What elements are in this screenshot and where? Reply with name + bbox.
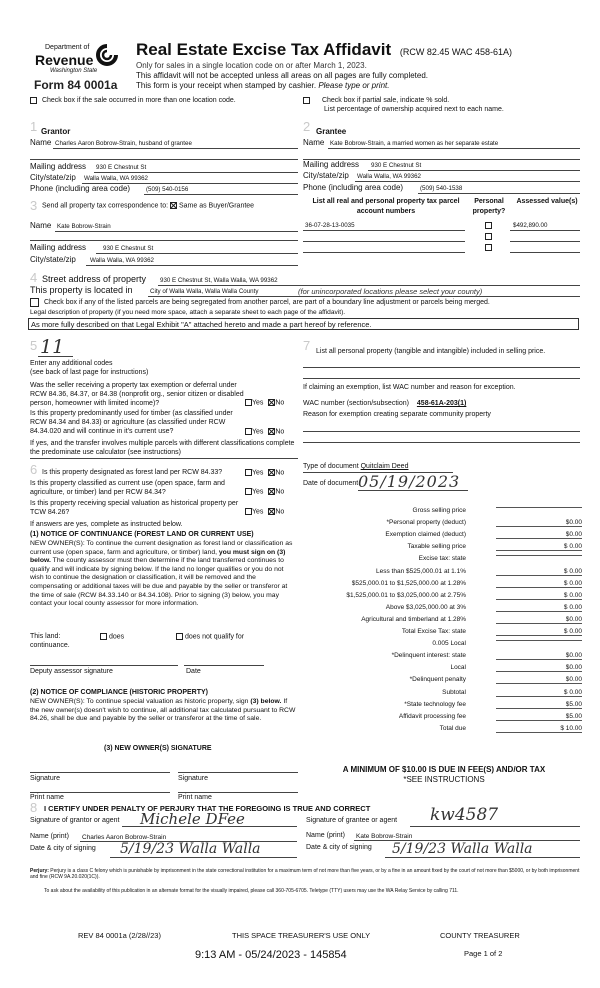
doc-type-value[interactable]: Quitclaim Deed	[360, 463, 409, 470]
owner-sig1-line	[30, 772, 170, 773]
dept-line1: Department of	[45, 44, 90, 51]
fee-label: Above $3,025,000.00 at 3%	[385, 603, 466, 611]
perjury-text: Perjury is a class C felony which is punishable by imprisonment in the state correctional institution for a maximum term of not more than five years, or by a fine in an amount fixed by the court of not more than $5000, or by both imprisonment and fine (RCW 9A.20.020(1C)).	[30, 868, 580, 881]
header-line3b-text: Please type or print.	[318, 81, 390, 90]
grantor-mailing[interactable]: 930 E Chestnut St	[96, 164, 147, 171]
fee-label: *State technology fee	[404, 700, 466, 708]
fee-value[interactable]: $0.00	[496, 664, 582, 672]
assessed-row-2-line	[510, 241, 580, 242]
section3-city-label: City/state/zip	[30, 255, 76, 264]
fee-value[interactable]: $0.00	[496, 652, 582, 660]
deputy-date-label: Date	[186, 668, 201, 675]
fee-row	[300, 725, 582, 736]
section6-q2-no-checkbox[interactable]	[268, 488, 275, 495]
section5-q1: Was the seller receiving a property tax exemption or deferral under RCW 84.36, 84.37, or 84.38 (nonprofit org., senior citizen or disabled person, homeowner with limited income)?	[30, 382, 244, 407]
section7-number: 7	[303, 338, 311, 353]
doc-type-label: Type of document	[303, 463, 359, 470]
dor-logo	[30, 40, 118, 96]
fee-row	[300, 652, 582, 663]
fee-value[interactable]: $ 0.00	[496, 689, 582, 697]
receipt-stamp: 9:13 AM - 05/24/2023 - 145854	[195, 949, 347, 961]
fee-value[interactable]	[496, 555, 582, 556]
owner-print2-line	[178, 792, 298, 793]
reason-row	[303, 411, 491, 418]
grantor-date-city[interactable]: 5/19/23 Walla Walla	[120, 841, 261, 857]
fee-value[interactable]: $0.00	[496, 531, 582, 539]
section6-number: 6	[30, 462, 38, 477]
minimum-line2: *SEE INSTRUCTIONS	[403, 775, 485, 784]
grantee-date-label: Date & city of signing	[306, 844, 372, 851]
section5-q2-yes: Yes	[252, 428, 264, 436]
fee-value[interactable]: $ 0.00	[496, 628, 582, 636]
grantee-city[interactable]: Walla Walla, WA 99362	[357, 173, 421, 180]
fee-row	[300, 507, 582, 518]
fee-label: *Delinquent interest: state	[391, 652, 466, 660]
section7-line-1	[303, 367, 580, 368]
section1-number: 1	[30, 119, 38, 134]
legal-label: Legal description of property (if you need more space, attach a separate sheet to each page of the affidavit).	[30, 309, 346, 316]
grantee-date-line	[385, 857, 580, 858]
continuance-text-bold: you must sign on (3) below.	[30, 548, 286, 565]
section3-city[interactable]: Walla Walla, WA 99362	[90, 257, 154, 264]
owner-print2-label: Print name	[178, 794, 212, 801]
grantee-city-label: City/state/zip	[303, 171, 349, 180]
compliance-text	[30, 698, 298, 724]
section5-q2-yes-checkbox[interactable]	[245, 428, 252, 435]
header-line3-text: This form is your receipt when stamped by cashier.	[136, 81, 317, 90]
wac-row	[303, 400, 466, 407]
section3-extra-line	[30, 240, 298, 241]
section5-q1-no-checkbox[interactable]	[268, 399, 275, 406]
grantor-mailing-label: Mailing address	[30, 162, 87, 171]
section6-q1: Is this property designated as forest land per RCW 84.33?	[42, 469, 223, 476]
section5-q2-no-checkbox[interactable]	[268, 428, 275, 435]
section5-q1-answer[interactable]	[245, 399, 284, 406]
fee-label: Affidavit processing fee	[398, 712, 466, 720]
grantee-date-city[interactable]: 5/19/23 Walla Walla	[392, 841, 533, 857]
fee-value[interactable]: $ 0.00	[496, 580, 582, 588]
fee-label: Exemption claimed (deduct)	[385, 531, 466, 539]
section6-q1-no: No	[275, 469, 285, 477]
fee-row	[300, 713, 582, 724]
section6-q3-no-checkbox[interactable]	[268, 508, 275, 515]
owner-print1-line	[30, 792, 170, 793]
owner-sig2-line	[178, 772, 298, 773]
grantor-name[interactable]: Charles Aaron Bobrow-Strain, husband of grantee	[55, 140, 192, 147]
fee-label: Taxable selling price	[407, 543, 466, 551]
located-note: (for unincorporated locations please select your county)	[298, 287, 483, 296]
wac-value[interactable]: 458-61A-203(1)	[416, 400, 467, 407]
section6-q3-yes: Yes	[252, 508, 264, 516]
new-owner-heading: (3) NEW OWNER(S) SIGNATURE	[104, 745, 212, 752]
fee-value[interactable]	[496, 640, 582, 641]
doc-date-value[interactable]: 05/19/2023	[358, 472, 461, 491]
section5-q1-yes: Yes	[252, 399, 264, 407]
continuance-label: continuance.	[30, 642, 70, 649]
personal-col-header: Personal property?	[472, 198, 506, 215]
grantor-sig[interactable]: Michele DFee	[140, 810, 245, 828]
grantor-sig-line	[122, 826, 297, 827]
section7-line-4	[303, 442, 580, 443]
header-line1: Only for sales in a single location code on or after March 1, 2023.	[136, 61, 367, 70]
grantee-phone-line	[418, 193, 580, 194]
fee-row	[300, 592, 582, 603]
section7-exemption: If claiming an exemption, list WAC number and reason for exception.	[303, 384, 516, 391]
section6-q1-yes: Yes	[252, 469, 264, 477]
grantee-phone-label: Phone (including area code)	[303, 183, 404, 192]
multi-location-label: Check box if the sale occurred in more than one location code.	[41, 97, 236, 105]
section5-enter: Enter any additional codes	[30, 360, 113, 367]
fee-value[interactable]: $ 0.00	[496, 543, 582, 551]
section5-code-line	[38, 356, 73, 357]
fee-value[interactable]: $0.00	[496, 676, 582, 684]
section6-q2: Is this property classified as current use (open space, farm and agriculture, or timber) land per RCW 84.34?	[30, 480, 225, 496]
parcel-row-3-line	[303, 252, 465, 253]
owner-print1-label: Print name	[30, 794, 64, 801]
located-line	[148, 296, 580, 297]
does-option[interactable]	[100, 633, 124, 640]
doc-date-label: Date of document	[303, 480, 359, 487]
grantor-date-label: Date & city of signing	[30, 845, 96, 852]
grantee-name-line	[328, 148, 580, 149]
section3-mailing[interactable]: 930 E Chestnut St	[103, 245, 154, 252]
grantor-print[interactable]: Charles Aaron Bobrow-Strain	[82, 834, 167, 841]
deputy-date-line	[184, 665, 264, 666]
compliance-heading: (2) NOTICE OF COMPLIANCE (HISTORIC PROPERTY)	[30, 689, 208, 696]
compliance-text-c: If the new owner(s) doesn't wish to continue, all additional tax calculated pursuant to RCW 84.26, shall be due and payable by the seller or transferor at the time of sale.	[30, 698, 296, 723]
fee-row	[300, 580, 582, 591]
fee-value[interactable]: $ 0.00	[496, 592, 582, 600]
fee-value[interactable]: $5.00	[496, 713, 582, 721]
fee-label: 0.005 Local	[432, 640, 466, 648]
grantee-print[interactable]: Kate Bobrow-Strain	[356, 833, 413, 840]
section5-q2-answer[interactable]	[245, 428, 284, 435]
grantor-mailing-line	[94, 172, 298, 173]
does-checkbox[interactable]	[100, 633, 107, 640]
section6-q1-yes-checkbox[interactable]	[245, 469, 252, 476]
located-label: This property is located in	[30, 285, 133, 295]
grantor-extra-line	[30, 159, 298, 160]
fee-row	[300, 701, 582, 712]
street-line	[158, 285, 580, 286]
fee-label: Subtotal	[442, 688, 466, 696]
section3-number: 3	[30, 198, 38, 213]
section4-number: 4	[30, 270, 38, 285]
continuance-text-b: The county assessor must then determine if the land transferred continues to qualify and will indicate by signing below. If the land no longer qualifies or you do not wish to continue the designation or classification, it will be removed and the compensating or additional taxes will be due and payable by the seller or transferor at the time of sale (RCW 84.33.140 or 84.34.108). Prior to signing (3) below, you may contact your local county assessor for more information.	[30, 557, 288, 608]
personal-row-3-checkbox[interactable]	[485, 244, 492, 251]
section7-line-2	[303, 378, 580, 379]
section5-q2: Is this property predominantly used for timber (as classified under RCW 84.34 and 84.33) or agriculture (as classified under RCW 84.34.020 and will continue in it's current use?	[30, 410, 233, 435]
partial-sale-note: List percentage of ownership acquired next to each name.	[324, 106, 504, 113]
fee-label: Total Excise Tax: state	[401, 628, 466, 635]
grantee-mailing-label: Mailing address	[303, 160, 360, 169]
fee-value[interactable]: $ 0.00	[496, 604, 582, 612]
personal-row-2-checkbox[interactable]	[485, 233, 492, 240]
header-line3	[136, 81, 389, 90]
owner-sig1-label: Signature	[30, 775, 60, 782]
assessed-row-3-line	[510, 252, 580, 253]
fee-row	[300, 689, 582, 700]
fee-label: Agricultural and timberland at 1.28%	[361, 615, 466, 623]
street-label: Street address of property	[42, 274, 147, 284]
fee-label: Excise tax: state	[418, 555, 466, 563]
dept-line2: Revenue	[35, 52, 94, 68]
parcel-row-1[interactable]: 36-07-28-13-0035	[305, 222, 355, 229]
section6-q1-no-checkbox[interactable]	[268, 469, 275, 476]
section5-bottom-line	[30, 458, 298, 459]
parcel-col-header: List all real and personal property tax parcel account numbers	[312, 198, 460, 215]
fee-label: Total due	[439, 724, 466, 732]
section8-number: 8	[30, 800, 38, 815]
grantor-heading: Grantor	[41, 127, 71, 136]
fee-label: *Personal property (deduct)	[386, 519, 466, 527]
assessed-row-1-line	[510, 230, 580, 231]
fee-label: *Delinquent penalty	[409, 676, 466, 684]
assessed-col-header: Assessed value(s)	[516, 198, 578, 205]
fee-label: Less than $525,000.01 at 1.1%	[376, 567, 466, 575]
fee-label: $1,525,000.01 to $3,025,000.00 at 2.75%	[346, 591, 466, 599]
fee-value[interactable]: $0.00	[496, 616, 582, 624]
fee-value[interactable]: $5.00	[496, 701, 582, 709]
rev-number: REV 84 0001a (2/28//23)	[78, 931, 161, 940]
certify-text: I CERTIFY UNDER PENALTY OF PERJURY THAT THE FOREGOING IS TRUE AND CORRECT	[44, 804, 371, 813]
section5-q3: If yes, and the transfer involves multiple parcels with different classifications complete the predominate use calculator (see instructions)	[30, 440, 295, 456]
continuance-text-a: NEW OWNER(S): To continue the current designation as forest land or classification as current use (open space, farm and agriculture, or timber) land,	[30, 540, 293, 556]
grantor-city[interactable]: Walla Walla, WA 99362	[84, 175, 148, 182]
grantor-sig-label: Signature of grantor or agent	[30, 817, 120, 824]
grantee-phone[interactable]: (509) 540-1538	[420, 185, 463, 192]
section7-line-3	[303, 431, 580, 432]
fee-row	[300, 604, 582, 615]
section5-number: 5	[30, 338, 38, 353]
section3-name-line	[55, 231, 298, 232]
does-not-checkbox[interactable]	[176, 633, 183, 640]
section6-q2-no: No	[275, 488, 285, 496]
grantor-phone-label: Phone (including area code)	[30, 184, 131, 193]
fee-label: Local	[450, 664, 466, 672]
fee-value[interactable]: $ 0.00	[496, 568, 582, 576]
fee-row	[300, 519, 582, 530]
grantee-name[interactable]: Kate Bobrow-Strain, a married women as her separate estate	[330, 140, 499, 147]
fee-label: $525,000.01 to $1,525,000.00 at 1.28%	[351, 579, 466, 587]
grantee-name-label: Name	[303, 138, 325, 147]
grantor-city-label: City/state/zip	[30, 173, 76, 182]
page-title	[136, 40, 512, 60]
dept-line3: Washington State	[50, 68, 98, 74]
section3-city-line	[86, 265, 298, 266]
dor-swirl-icon	[96, 44, 118, 66]
owner-sig2-label: Signature	[178, 775, 208, 782]
fee-row	[300, 568, 582, 579]
grantor-phone[interactable]: (509) 540-0156	[146, 186, 189, 193]
section3-text	[42, 202, 254, 209]
fee-row	[300, 664, 582, 675]
page-number: Page 1 of 2	[464, 949, 503, 958]
continuance-text	[30, 540, 298, 609]
wac-label: WAC number (section/subsection)	[303, 400, 409, 407]
reason-value[interactable]: creating separate community property	[373, 411, 491, 418]
fee-row	[300, 640, 582, 651]
fee-row	[300, 676, 582, 687]
form-number: Form 84 0001a	[34, 78, 118, 92]
continuance-heading: (1) NOTICE OF CONTINUANCE (FOREST LAND OR CURRENT USE)	[30, 531, 254, 538]
segregated-checkbox[interactable]	[30, 298, 39, 307]
section6-q3-answer[interactable]	[245, 508, 284, 515]
check-partial-sale[interactable]	[303, 97, 449, 104]
section3-mailing-label: Mailing address	[30, 243, 87, 252]
section3-name[interactable]: Kate Bobrow-Strain	[57, 223, 111, 230]
section3-mailing-line	[96, 253, 298, 254]
grantee-sig-line	[410, 826, 580, 827]
section5-see: (see back of last page for instructions)	[30, 369, 149, 376]
fee-row	[300, 543, 582, 554]
section7-text: List all personal property (tangible and intangible) included in selling price.	[316, 348, 546, 355]
parcel-row-1-line	[303, 230, 465, 231]
header-line2: This affidavit will not be accepted unless all areas on all pages are fully completed.	[136, 71, 429, 80]
section5-q2-no: No	[275, 428, 285, 436]
deputy-label: Deputy assessor signature	[30, 668, 113, 675]
does-not-option[interactable]	[176, 633, 244, 640]
section6-note: If answers are yes, complete as instructed below.	[30, 521, 183, 528]
deputy-line	[30, 665, 178, 666]
grantee-city-line	[355, 181, 580, 182]
section6-q2-answer[interactable]	[245, 488, 284, 495]
personal-row-1-checkbox[interactable]	[485, 222, 492, 229]
grantee-heading: Grantee	[316, 127, 347, 136]
doc-date-line	[358, 490, 468, 491]
fee-row	[300, 628, 582, 639]
section3-name-label: Name	[30, 221, 52, 230]
fee-row	[300, 555, 582, 566]
street-value[interactable]: 930 E Chestnut St, Walla Walla, WA 99362	[160, 277, 278, 284]
title-rcw: (RCW 82.45 WAC 458-61A)	[399, 47, 513, 57]
assessed-row-1[interactable]: $492,890.00	[513, 222, 548, 229]
located-value[interactable]: City of Walla Walla, Walla Walla County	[150, 288, 259, 295]
fee-value[interactable]	[496, 507, 582, 508]
grantee-sig[interactable]: kw4587	[430, 805, 499, 825]
does-label: does	[108, 633, 125, 641]
compliance-text-b: (3) below.	[250, 698, 282, 705]
partial-sale-label: Check box if partial sale, indicate % sold.	[321, 97, 450, 105]
section6-q3: Is this property receiving special valuation as historical property per TCW 84.26?	[30, 500, 239, 516]
doc-type-row	[303, 463, 408, 470]
legal-value-box[interactable]	[28, 318, 579, 330]
section3-send-label: Send all property tax correspondence to:	[42, 202, 169, 210]
grantee-print-label: Name (print)	[306, 832, 345, 839]
minimum-line1: A MINIMUM OF $10.00 IS DUE IN FEE(S) AND/OR TAX	[342, 765, 546, 774]
fee-row	[300, 531, 582, 542]
same-as-buyer-label: Same as Buyer/Grantee	[178, 202, 255, 210]
county-treasurer: COUNTY TREASURER	[440, 931, 520, 940]
grantee-mailing[interactable]: 930 E Chestnut St	[371, 162, 422, 169]
compliance-text-a: NEW OWNER(S): To continue special valuation as historic property, sign	[30, 698, 249, 705]
grantee-sig-label: Signature of grantee or agent	[306, 817, 398, 824]
segregated-label: Check box if any of the listed parcels are being segregated from another parcel, are part of a boundary line adjustment or parcels being merged.	[43, 299, 490, 307]
perjury-label: Perjury:	[30, 868, 49, 874]
check-multi-location[interactable]	[30, 97, 236, 104]
grantee-mailing-line	[368, 170, 580, 171]
section5-q1-yes-checkbox[interactable]	[245, 399, 252, 406]
grantor-phone-line	[144, 194, 298, 195]
section5-q1-no: No	[275, 399, 285, 407]
section5-code[interactable]: 11	[40, 336, 65, 358]
parcel-row-2-line	[303, 241, 465, 242]
fee-value[interactable]: $0.00	[496, 519, 582, 527]
treasurer-space: THIS SPACE TREASURER'S USE ONLY	[232, 931, 371, 940]
same-as-buyer-checkbox[interactable]	[170, 202, 177, 209]
does-not-label: does not qualify for	[184, 633, 245, 641]
grantor-name-label: Name	[30, 138, 52, 147]
legal-value: As more fully described on that Legal Exhibit "A" attached hereto and made a part hereof by reference.	[31, 320, 372, 329]
partial-sale-checkbox[interactable]	[303, 97, 310, 104]
section6-q2-yes: Yes	[252, 488, 264, 496]
grantor-name-line	[53, 148, 298, 149]
section6-q2-yes-checkbox[interactable]	[245, 488, 252, 495]
this-land-label: This land:	[30, 633, 61, 640]
reason-label: Reason for exemption	[303, 411, 372, 418]
fee-label: Gross selling price	[412, 507, 466, 514]
segregated-row[interactable]	[30, 298, 490, 307]
grantor-date-line	[110, 857, 297, 858]
section2-number: 2	[303, 119, 311, 134]
accessibility-note: To ask about the availability of this publication in an alternate format for the visually impaired, please call 360-705-6705. Teletype (TTY) users may use the WA Relay Service by calling 711.	[44, 888, 459, 894]
multi-location-checkbox[interactable]	[30, 97, 37, 104]
grantor-print-label: Name (print)	[30, 833, 69, 840]
section6-q1-answer[interactable]	[245, 469, 284, 476]
perjury-notice	[30, 868, 582, 881]
section6-q3-no: No	[275, 508, 285, 516]
title-text: Real Estate Excise Tax Affidavit	[136, 40, 392, 59]
fee-value[interactable]: $ 10.00	[496, 725, 582, 733]
fee-row	[300, 616, 582, 627]
section6-q3-yes-checkbox[interactable]	[245, 508, 252, 515]
